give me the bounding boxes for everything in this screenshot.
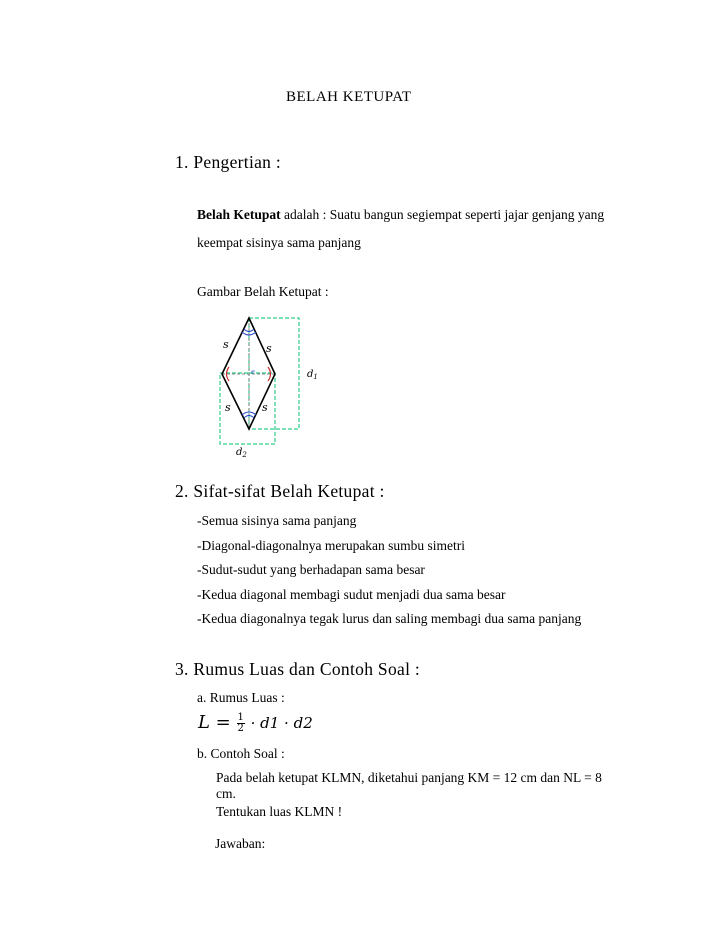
property-item: -Kedua diagonalnya tegak lurus dan saling membagi dua sama panjang bbox=[197, 611, 582, 626]
side-label-bottom-left: s bbox=[225, 401, 231, 414]
definition-term: Belah Ketupat bbox=[197, 207, 281, 222]
example-label: b. Contoh Soal : bbox=[197, 746, 285, 761]
property-item: -Sudut-sudut yang berhadapan sama besar bbox=[197, 562, 425, 577]
formula-rhs: · d1 · d2 bbox=[250, 714, 313, 732]
property-item: -Kedua diagonal membagi sudut menjadi dua sama besar bbox=[197, 587, 506, 602]
label-d1: $d_1$ bbox=[307, 369, 318, 381]
side-label-bottom-right: s bbox=[262, 401, 268, 414]
section-3-heading: 3. Rumus Luas dan Contoh Soal : bbox=[175, 659, 421, 679]
label-d2: $d_2$ bbox=[236, 447, 247, 459]
problem-line-3: Tentukan luas KLMN ! bbox=[216, 804, 343, 819]
definition-line-1 bbox=[197, 207, 604, 223]
side-label-top-left: s bbox=[223, 338, 229, 351]
rhombus-figure bbox=[195, 305, 335, 465]
definition-text: adalah : Suatu bangun segiempat seperti jajar genjang yang bbox=[280, 207, 605, 222]
definition-line-2: keempat sisinya sama panjang bbox=[197, 235, 361, 250]
problem-line-2: cm. bbox=[216, 786, 236, 801]
formula-fraction bbox=[237, 713, 245, 734]
property-item: -Diagonal-diagonalnya merupakan sumbu simetri bbox=[197, 538, 466, 553]
formula-label: a. Rumus Luas : bbox=[197, 690, 285, 705]
fraction-denominator: 2 bbox=[237, 722, 244, 734]
section-2-heading: 2. Sifat-sifat Belah Ketupat : bbox=[175, 481, 385, 501]
problem-line-1: Pada belah ketupat KLMN, diketahui panjang KM = 12 cm dan NL = 8 bbox=[216, 770, 602, 785]
page-title: BELAH KETUPAT bbox=[286, 89, 412, 105]
area-formula bbox=[198, 712, 313, 734]
section-1-heading: 1. Pengertian : bbox=[175, 152, 282, 172]
answer-label: Jawaban: bbox=[215, 836, 266, 851]
property-item: -Semua sisinya sama panjang bbox=[197, 513, 357, 528]
side-label-top-right: s bbox=[266, 342, 272, 355]
fraction-numerator: 1 bbox=[237, 711, 244, 723]
figure-caption: Gambar Belah Ketupat : bbox=[197, 284, 329, 299]
formula-lhs: L = bbox=[198, 712, 231, 733]
